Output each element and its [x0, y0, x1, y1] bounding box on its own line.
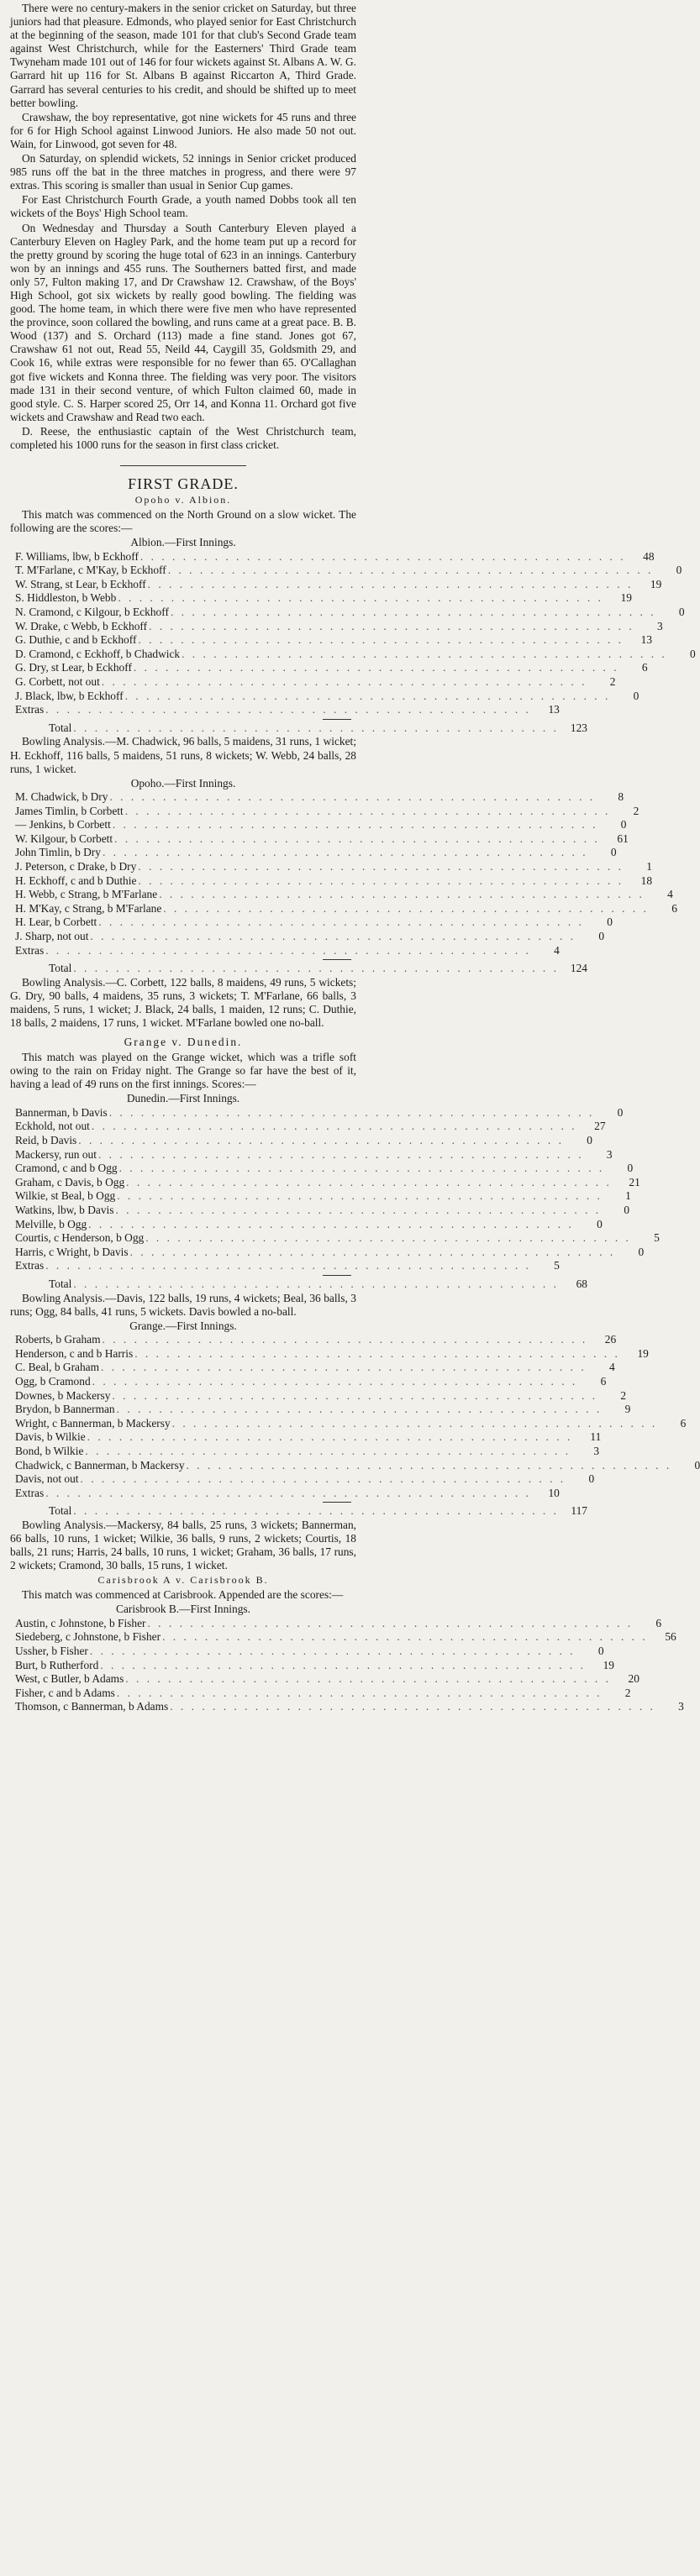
- runs-value: 0: [627, 1162, 634, 1175]
- score-row: [15, 1105, 624, 1120]
- runs-value: 0: [610, 846, 617, 859]
- batsman-entry: G. Dry, st Lear, b Eckhoff: [15, 661, 132, 674]
- leader-dots: [91, 1375, 578, 1389]
- innings-title: Opoho.—First Innings.: [130, 776, 236, 790]
- scorecard: [15, 1105, 660, 1292]
- leader-dots: [118, 1162, 605, 1176]
- score-row: [15, 1430, 602, 1445]
- leader-dots: [44, 944, 531, 958]
- total-rule: [323, 1502, 351, 1503]
- score-row: [15, 661, 648, 675]
- batsman-entry: H. Lear, b Corbett: [15, 916, 97, 929]
- batsman-entry: James Timlin, b Corbett: [15, 804, 124, 817]
- leader-dots: [110, 1389, 597, 1403]
- runs-value: 3: [678, 1700, 684, 1713]
- total-label: Total: [49, 721, 72, 734]
- runs-value: 0: [607, 916, 613, 929]
- runs-value: 0: [690, 647, 696, 660]
- leader-dots: [136, 860, 624, 874]
- batsman-entry: M. Chadwick, b Dry: [15, 790, 108, 804]
- score-row: [15, 619, 663, 634]
- score-row: [15, 1361, 615, 1375]
- leader-dots: [108, 1106, 595, 1120]
- score-row: [15, 1616, 662, 1631]
- paragraph: Crawshaw, the boy representative, got nine wickets for 45 runs and three for 6 for High School against Linwood Juniors. He also made 50 not out. Wain, for Linwood, got seven for 48.: [10, 110, 356, 150]
- score-row: [15, 1374, 607, 1389]
- paragraph: On Saturday, on splendid wickets, 52 innings in Senior cricket produced 985 runs off the bat in the three matches in progress, and there were 97 extras. This scoring is smaller than usual in Senior Cup games.: [10, 152, 356, 192]
- batsman-entry: Austin, c Johnstone, b Fisher: [15, 1616, 146, 1629]
- score-row: [15, 888, 673, 902]
- score-row: [15, 1486, 560, 1501]
- leader-dots: [44, 703, 531, 717]
- score-row: [15, 832, 629, 847]
- leader-dots: [113, 1204, 601, 1218]
- batsman-entry: Downes, b Mackersy: [15, 1388, 111, 1402]
- runs-value: 20: [628, 1672, 639, 1686]
- bowling-analysis: Bowling Analysis.—Davis, 122 balls, 19 runs, 4 wickets; Beal, 36 balls, 3 runs; Ogg, 84 balls, 41 runs, 5 wickets. Davis bowled a no-ball.: [10, 1291, 356, 1318]
- total-row: [15, 721, 587, 736]
- runs-value: 0: [588, 1472, 595, 1486]
- score-row: [15, 1217, 603, 1232]
- score-row: [15, 1458, 700, 1473]
- leader-dots: [88, 930, 576, 944]
- batsman-entry: Extras: [15, 703, 45, 716]
- runs-value: 0: [620, 818, 627, 832]
- runs-value: 0: [676, 564, 682, 577]
- batsman-entry: Fisher, c and b Adams: [15, 1686, 115, 1699]
- score-row: [15, 901, 677, 916]
- innings-title: Dunedin.—First Innings.: [126, 1092, 240, 1105]
- runs-value: 6: [655, 1616, 662, 1629]
- total-label: Total: [49, 1278, 72, 1290]
- runs-value: 4: [667, 888, 673, 901]
- runs-value: 19: [620, 591, 632, 605]
- score-row: [15, 1416, 687, 1431]
- paragraph: D. Reese, the enthusiastic captain of the West Christchurch team, completed his 1000 runs for the season in first class cricket.: [10, 424, 356, 451]
- paragraph: There were no century-makers in the senior cricket on Saturday, but three juniors had that pleasure. Edmonds, who played senior for East Christchurch at the beginning of the season, made 101 for that club's Second Grade team against West Christchurch, while for the Easterners' Third Grade team Twyneham made 101 out of 146 for four wickets against St. Albans A. W. G. Garrard hit up 116 for St. Albans B against Riccarton A, Third Grade. Garrard has several centuries to his credit, and should be shifted up to meet better bowling.: [10, 2, 356, 109]
- batsman-entry: Eckhold, not out: [15, 1120, 90, 1133]
- batsman-entry: Cramond, c and b Ogg: [15, 1162, 118, 1175]
- batsman-entry: J. Peterson, c Drake, b Dry: [15, 860, 137, 874]
- batsman-entry: John Timlin, b Dry: [15, 846, 101, 859]
- runs-value: 1: [625, 1189, 631, 1203]
- leader-dots: [79, 1472, 566, 1487]
- leader-dots: [145, 1617, 633, 1631]
- batsman-entry: Mackersy, run out: [15, 1147, 97, 1161]
- score-row: [15, 564, 682, 578]
- leader-dots: [111, 818, 598, 832]
- leader-dots: [147, 620, 634, 634]
- batsman-entry: F. Williams, lbw, b Eckhoff: [15, 549, 139, 563]
- score-row: [15, 1472, 595, 1487]
- runs-value: 19: [637, 1346, 649, 1360]
- batsman-entry: Brydon, b Bannerman: [15, 1403, 115, 1416]
- batsman-entry: Harris, c Wright, b Davis: [15, 1245, 129, 1258]
- batsman-entry: D. Cramond, c Eckhoff, b Chadwick: [15, 647, 181, 660]
- score-row: [15, 1245, 645, 1260]
- batsman-entry: J. Black, lbw, b Eckhoff: [15, 689, 124, 702]
- newspaper-column: [10, 0, 700, 1714]
- section-heading: FIRST GRADE.: [128, 475, 239, 493]
- leader-dots: [144, 1231, 631, 1246]
- batsman-entry: Ogg, b Cramond: [15, 1374, 91, 1388]
- innings-title: Carisbrook B.—First Innings.: [116, 1603, 250, 1616]
- leader-dots: [171, 1417, 658, 1431]
- score-row: [15, 591, 632, 606]
- total-label: Total: [49, 1504, 72, 1518]
- match-note: This match was commenced at Carisbrook. Appended are the scores:—: [22, 1588, 344, 1602]
- runs-value: 18: [640, 874, 653, 887]
- batsman-entry: Bond, b Wilkie: [15, 1444, 84, 1457]
- section-divider: [120, 465, 246, 466]
- leader-dots: [185, 1459, 672, 1473]
- batsman-entry: S. Hiddleston, b Webb: [15, 591, 117, 605]
- match-title: Grange v. Dunedin.: [124, 1036, 243, 1049]
- leader-dots: [88, 1645, 576, 1659]
- runs-value: 5: [654, 1231, 660, 1245]
- batsman-entry: Extras: [15, 1259, 45, 1272]
- scorecard: [15, 549, 696, 736]
- score-row: [15, 1162, 634, 1176]
- score-row: [15, 647, 696, 662]
- total-value: 117: [571, 1504, 587, 1518]
- leader-dots: [71, 962, 559, 976]
- runs-value: 19: [650, 577, 662, 590]
- score-row: [15, 1134, 592, 1148]
- batsman-entry: Thomson, c Bannerman, b Adams: [15, 1700, 169, 1713]
- leader-dots: [115, 1189, 603, 1204]
- batsman-entry: West, c Butler, b Adams: [15, 1672, 124, 1686]
- batsman-entry: Melville, b Ogg: [15, 1217, 87, 1230]
- leader-dots: [124, 1672, 611, 1687]
- runs-value: 13: [640, 633, 653, 647]
- runs-value: 6: [680, 1416, 687, 1430]
- batsman-entry: Wright, c Bannerman, b Mackersy: [15, 1416, 171, 1430]
- score-row: [15, 1120, 606, 1134]
- score-row: [15, 689, 639, 704]
- batsman-entry: Extras: [15, 1486, 45, 1499]
- leader-dots: [115, 1403, 603, 1417]
- score-row: [15, 1204, 630, 1218]
- batsman-entry: N. Cramond, c Kilgour, b Eckhoff: [15, 606, 169, 619]
- leader-dots: [139, 550, 626, 564]
- batsman-entry: — Jenkins, b Corbett: [15, 818, 111, 832]
- leader-dots: [115, 1687, 603, 1701]
- batsman-entry: W. Drake, c Webb, b Eckhoff: [15, 619, 148, 632]
- runs-value: 0: [624, 1204, 630, 1217]
- batsman-entry: Davis, not out: [15, 1472, 79, 1486]
- runs-value: 2: [609, 675, 616, 689]
- match-title: Carisbrook A v. Carisbrook B.: [97, 1574, 269, 1587]
- runs-value: 1: [646, 860, 652, 874]
- score-row: [15, 1672, 639, 1687]
- runs-value: 48: [643, 549, 655, 563]
- runs-value: 3: [657, 619, 663, 632]
- runs-value: 0: [587, 1134, 592, 1147]
- leader-dots: [157, 888, 645, 902]
- runs-value: 6: [671, 901, 677, 915]
- score-row: [15, 633, 653, 648]
- score-row: [15, 1630, 676, 1645]
- leader-dots: [97, 916, 584, 930]
- batsman-entry: Siedeberg, c Johnstone, b Fisher: [15, 1630, 161, 1644]
- runs-value: 27: [594, 1120, 606, 1133]
- runs-value: 8: [618, 790, 624, 804]
- batsman-entry: J. Sharp, not out: [15, 930, 89, 943]
- total-value: 124: [570, 962, 587, 975]
- leader-dots: [90, 1120, 577, 1134]
- match-note: This match was commenced on the North Ground on a slow wicket. The following are the scores:—: [10, 508, 356, 535]
- leader-dots: [180, 648, 667, 662]
- score-row: [15, 1189, 631, 1204]
- leader-dots: [44, 1487, 531, 1501]
- leader-dots: [136, 874, 624, 889]
- runs-value: 10: [548, 1486, 560, 1499]
- leader-dots: [161, 1630, 648, 1645]
- score-row: [15, 930, 605, 944]
- runs-value: 2: [633, 804, 639, 817]
- runs-value: 61: [617, 832, 629, 845]
- batsman-entry: Extras: [15, 943, 45, 957]
- leader-dots: [166, 564, 654, 578]
- leader-dots: [136, 633, 624, 648]
- match-carisbrook: [10, 1573, 684, 1714]
- runs-value: 6: [641, 661, 648, 674]
- leader-dots: [132, 661, 619, 675]
- batsman-entry: Watkins, lbw, b Davis: [15, 1204, 114, 1217]
- score-row: [15, 1175, 640, 1190]
- intro-section: [10, 2, 356, 452]
- runs-value: 0: [678, 606, 685, 619]
- leader-dots: [100, 675, 587, 690]
- runs-value: 3: [606, 1147, 613, 1161]
- leader-dots: [113, 832, 600, 847]
- score-row: [15, 1403, 631, 1417]
- score-row: [15, 1658, 614, 1673]
- runs-value: 5: [554, 1259, 560, 1272]
- leader-dots: [86, 1430, 573, 1445]
- innings-title: Albion.—First Innings.: [130, 536, 236, 549]
- batsman-entry: Burt, b Rutherford: [15, 1658, 99, 1671]
- score-row: [15, 804, 639, 819]
- total-rule: [323, 1275, 351, 1276]
- leader-dots: [108, 790, 595, 805]
- matches-container: [10, 493, 700, 1572]
- leader-dots: [129, 1246, 616, 1260]
- leader-dots: [101, 1333, 588, 1347]
- score-row: [15, 1259, 560, 1273]
- innings-title: Grange.—First Innings.: [129, 1319, 237, 1332]
- leader-dots: [124, 690, 611, 704]
- batsman-entry: W. Kilgour, b Corbett: [15, 832, 113, 845]
- paragraph: On Wednesday and Thursday a South Canterbury Eleven played a Canterbury Eleven on Hagley Park, and the home team put up a record for the pretty ground by scoring the huge total of 623 in an innings. Canterbury won by an innings and 455 runs. The Southerners batted first, and made only 57, Fulton making 17, and Dr Crawshaw 12. Crawshaw, of the Boys' High School, got six wickets by really good bowling. The fielding was good. The home team, in which there were five men who have represented the province, soon collared the bowling, and runs came at a great pace. B. B. Wood (137) and S. Orchard (113) made a fine stand. Jones got 67, Crawshaw 61 not out, Read 55, Neild 44, Caygill 35, Goldsmith 29, and Cook 16, while extras were responsible for no fewer than 65. O'Callaghan got five wickets and Konna three. The fielding was very poor. The visitors made 131 in their second venture, of which Fulton claimed 60, made in good style. C. S. Harper scored 25, Orr 14, and Konna 11. Orchard got five wickets and Crawshaw and Read two each.: [10, 221, 356, 423]
- score-row: [15, 874, 653, 889]
- score-row: [15, 818, 627, 832]
- batsman-entry: H. Eckhoff, c and b Duthie: [15, 874, 137, 887]
- runs-value: 19: [603, 1658, 614, 1671]
- score-row: [15, 1346, 649, 1361]
- total-label: Total: [49, 962, 72, 975]
- batsman-entry: T. M'Farlane, c M'Kay, b Eckhoff: [15, 564, 166, 577]
- runs-value: 4: [608, 1361, 615, 1374]
- score-row: [15, 703, 560, 717]
- leader-dots: [146, 578, 634, 592]
- leader-dots: [124, 1176, 612, 1190]
- batsman-entry: Courtis, c Henderson, b Ogg: [15, 1231, 145, 1245]
- batsman-entry: H. Webb, c Strang, b M'Farlane: [15, 888, 158, 901]
- runs-value: 2: [624, 1686, 631, 1699]
- runs-value: 56: [665, 1630, 676, 1644]
- leader-dots: [169, 606, 656, 620]
- batsman-entry: Reid, b Davis: [15, 1134, 77, 1147]
- batsman-entry: Chadwick, c Bannerman, b Mackersy: [15, 1458, 185, 1472]
- batsman-entry: Ussher, b Fisher: [15, 1644, 88, 1657]
- score-row: [15, 549, 655, 564]
- total-row: [15, 962, 587, 976]
- total-row: [15, 1504, 587, 1519]
- total-value: 123: [570, 721, 587, 734]
- scorecard: [15, 1616, 684, 1714]
- match-section: [10, 1035, 700, 1572]
- score-row: [15, 846, 617, 860]
- total-row: [15, 1278, 587, 1292]
- runs-value: 26: [604, 1333, 617, 1346]
- total-value: 68: [576, 1278, 587, 1290]
- leader-dots: [124, 805, 611, 819]
- runs-value: 13: [548, 703, 560, 716]
- runs-value: 0: [598, 930, 605, 943]
- score-row: [15, 606, 685, 620]
- match-title: Opoho v. Albion.: [134, 494, 232, 506]
- leader-dots: [101, 846, 588, 860]
- batsman-entry: W. Strang, st Lear, b Eckhoff: [15, 577, 146, 590]
- batsman-entry: Bannerman, b Davis: [15, 1105, 108, 1119]
- match-note: This match was played on the Grange wicket, which was a trifle soft owing to the rain on Friday night. The Grange so far have the best of it, having a lead of 49 runs on the first innings. Scores:—: [10, 1051, 356, 1091]
- leader-dots: [99, 1361, 587, 1375]
- runs-value: 6: [600, 1374, 607, 1388]
- batsman-entry: G. Corbett, not out: [15, 675, 100, 689]
- leader-dots: [83, 1445, 571, 1459]
- leader-dots: [98, 1659, 586, 1673]
- bowling-analysis: Bowling Analysis.—M. Chadwick, 96 balls, 5 maidens, 31 runs, 1 wicket; H. Eckhoff, 116 balls, 5 maidens, 51 runs, 8 wickets; W. Webb, 24 balls, 28 runs, 1 wicket.: [10, 735, 356, 775]
- runs-value: 0: [597, 1217, 603, 1230]
- leader-dots: [44, 1259, 531, 1273]
- leader-dots: [76, 1134, 564, 1148]
- score-row: [15, 675, 616, 690]
- leader-dots: [71, 1504, 559, 1519]
- runs-value: 0: [633, 689, 639, 702]
- match-section: [10, 493, 696, 1030]
- runs-value: 0: [617, 1105, 624, 1119]
- runs-value: 0: [694, 1458, 700, 1472]
- runs-value: 0: [638, 1245, 645, 1258]
- leader-dots: [71, 721, 559, 736]
- score-row: [15, 1231, 660, 1246]
- batsman-entry: Davis, b Wilkie: [15, 1430, 86, 1444]
- leader-dots: [116, 591, 603, 606]
- runs-value: 21: [629, 1175, 640, 1188]
- batsman-entry: Wilkie, st Beal, b Ogg: [15, 1189, 116, 1203]
- batsman-entry: G. Duthie, c and b Eckhoff: [15, 633, 137, 647]
- runs-value: 11: [590, 1430, 602, 1444]
- batsman-entry: H. M'Kay, c Strang, b M'Farlane: [15, 901, 162, 915]
- batsman-entry: Henderson, c and b Harris: [15, 1346, 134, 1360]
- score-row: [15, 1700, 684, 1714]
- scorecard: [15, 790, 677, 976]
- leader-dots: [168, 1700, 655, 1714]
- score-row: [15, 1147, 613, 1162]
- score-row: [15, 577, 662, 592]
- total-rule: [323, 719, 351, 720]
- runs-value: 0: [597, 1644, 604, 1657]
- leader-dots: [71, 1278, 559, 1292]
- leader-dots: [161, 902, 649, 916]
- score-row: [15, 860, 652, 874]
- runs-value: 3: [593, 1444, 600, 1457]
- paragraph: For East Christchurch Fourth Grade, a youth named Dobbs took all ten wickets of the Boys' High School team.: [10, 193, 356, 220]
- leader-dots: [87, 1218, 574, 1232]
- batsman-entry: C. Beal, b Graham: [15, 1361, 100, 1374]
- score-row: [15, 1444, 600, 1459]
- leader-dots: [133, 1347, 620, 1361]
- runs-value: 2: [620, 1388, 627, 1402]
- score-row: [15, 943, 560, 958]
- runs-value: 9: [624, 1403, 631, 1416]
- score-row: [15, 1686, 631, 1701]
- score-row: [15, 1644, 604, 1659]
- score-row: [15, 1333, 617, 1347]
- batsman-entry: Graham, c Davis, b Ogg: [15, 1175, 125, 1188]
- batsman-entry: Roberts, b Graham: [15, 1333, 101, 1346]
- runs-value: 4: [554, 943, 560, 957]
- score-row: [15, 790, 624, 805]
- bowling-analysis: Bowling Analysis.—C. Corbett, 122 balls, 8 maidens, 49 runs, 5 wickets; G. Dry, 90 balls, 4 maidens, 35 runs, 3 wickets; T. M'Farlane, 66 balls, 3 maidens, 5 runs, 1 wicket; J. Black, 24 balls, 1 maiden, 12 runs; C. Duthie, 18 balls, 2 maidens, 17 runs, 1 wicket. M'Farlane bowled one no-ball.: [10, 975, 356, 1030]
- score-row: [15, 916, 613, 930]
- leader-dots: [97, 1148, 584, 1162]
- scorecard: [15, 1333, 700, 1519]
- bowling-analysis: Bowling Analysis.—Mackersy, 84 balls, 25 runs, 3 wickets; Bannerman, 66 balls, 10 runs, 1 wicket; Wilkie, 36 balls, 9 runs, 2 wickets; Courtis, 18 balls, 21 runs; Harris, 24 balls, 10 runs, 1 wicket; Graham, 36 balls, 17 runs, 2 wickets; Cramond, 30 balls, 15 runs, 1 wicket.: [10, 1518, 356, 1572]
- total-rule: [323, 959, 351, 960]
- score-row: [15, 1388, 627, 1403]
